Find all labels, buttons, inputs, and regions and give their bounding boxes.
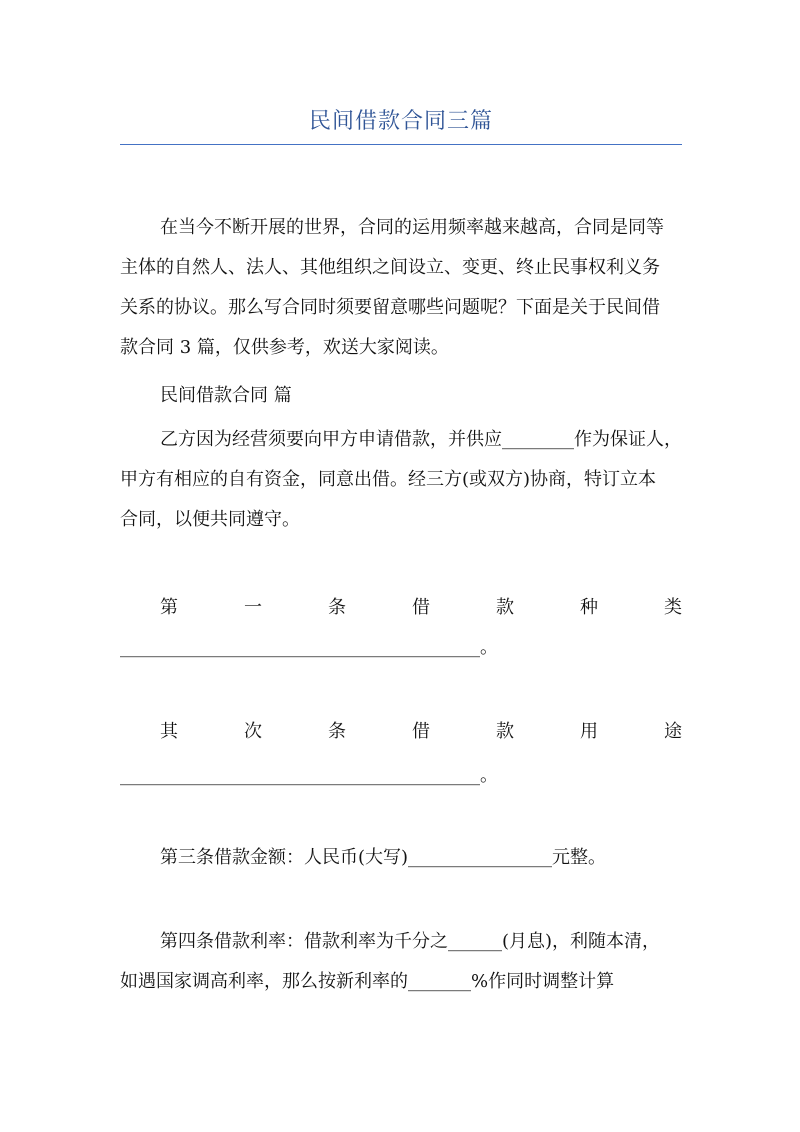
clause-2-blank: ________________________________________。 [120,765,498,786]
clause-1-heading [120,592,682,624]
parties-line-3: 合同，以便共同遵守。 [120,509,300,530]
clause-2-char: 其 [160,721,178,742]
intro-line-3: 关系的协议。那么写合同时须要留意哪些问题呢？下面是关于民间借 [120,297,660,318]
clause-2-char: 借 [412,721,430,742]
intro-line-1: 在当今不断开展的世界，合同的运用频率越来越高，合同是同等 [160,217,664,238]
clause-1-char: 条 [328,597,346,618]
clause-2-char: 用 [580,721,598,742]
intro-line-4: 款合同 3 篇，仅供参考，欢送大家阅读。 [120,337,449,358]
parties-line-1: 乙方因为经营须要向甲方申请借款，并供应________作为保证人， [160,429,682,450]
clause-2-char: 条 [328,721,346,742]
clause-4-line-1: 第四条借款利率：借款利率为千分之______(月息)，利随本清， [160,931,661,952]
document-title: 民间借款合同三篇 [308,109,493,134]
clause-1-char: 类 [664,597,682,618]
parties-line-2: 甲方有相应的自有资金，同意出借。经三方(或双方)协商，特订立本 [120,469,657,490]
clause-2-heading [120,716,682,748]
clause-1-char: 款 [496,597,514,618]
clause-1-char: 一 [244,597,262,618]
clause-2-char: 款 [496,721,514,742]
clause-3: 第三条借款金额：人民币(大写)________________元整。 [160,847,607,868]
clause-1-char: 借 [412,597,430,618]
section-heading: 民间借款合同 篇 [160,385,292,406]
clause-1-char: 种 [580,597,598,618]
title-underline [120,144,682,145]
clause-4-line-2: 如遇国家调高利率，那么按新利率的_______%作同时调整计算 [120,971,615,992]
clause-2-char: 次 [244,721,262,742]
clause-2-char: 途 [664,721,682,742]
intro-line-2: 主体的自然人、法人、其他组织之间设立、变更、终止民事权利义务 [120,257,660,278]
clause-1-char: 第 [160,597,178,618]
clause-1-blank: ________________________________________。 [120,637,498,658]
